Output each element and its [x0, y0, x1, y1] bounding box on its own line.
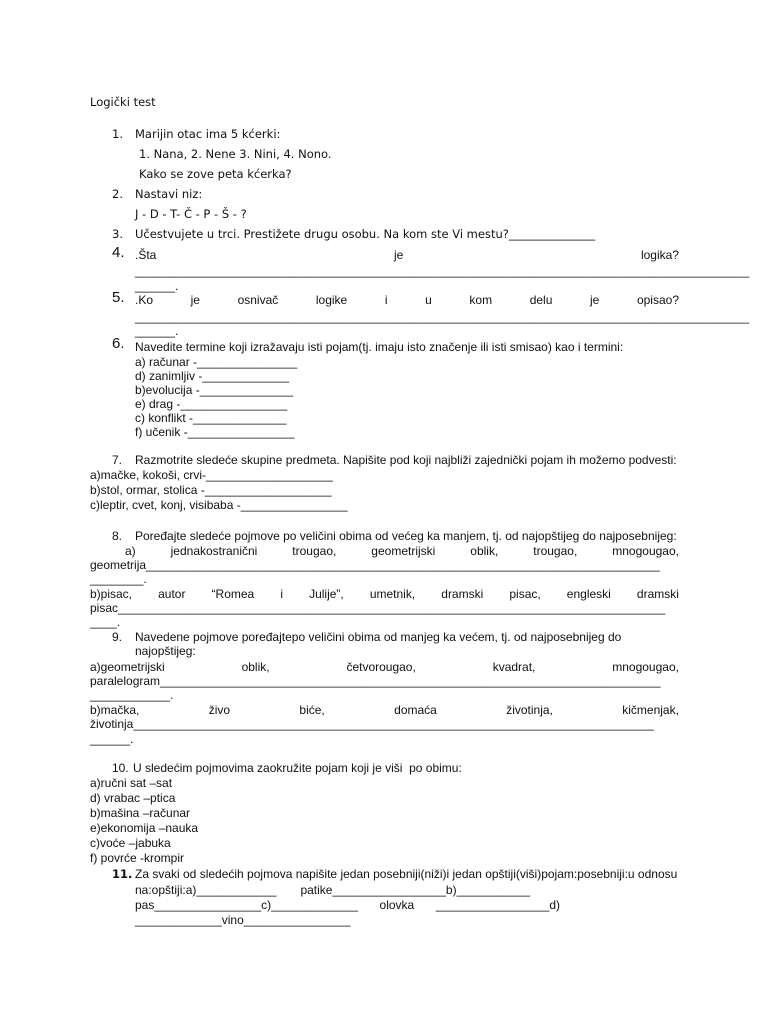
- question-4-number: 4.: [112, 244, 125, 261]
- question-11-line-3: [135, 898, 560, 913]
- word: logike: [315, 293, 348, 307]
- word: engleski: [566, 587, 611, 601]
- question-7-number: 7.: [112, 453, 123, 467]
- question-4-answer-line: ____________________________________________________________________________________________: [135, 264, 749, 278]
- list-item: c)voće –jabuka: [90, 836, 171, 850]
- question-8-b-answer-line: pisac__________________________________________________________________________________: [90, 601, 666, 615]
- question-9-text: [135, 630, 679, 645]
- question-4-text: [135, 248, 679, 263]
- word: kvadrat,: [492, 660, 536, 674]
- question-8-a-line: [125, 544, 679, 559]
- question-6-text: Navedite termine koji izražavaju isti pojam(tj. imaju isto značenje ili isti smisao) kao i termini:: [135, 340, 624, 354]
- word: delu: [529, 293, 553, 307]
- list-item: a)mačke, kokoši, crvi-___________________: [90, 468, 333, 482]
- word: _________________d): [435, 898, 560, 912]
- word: b)mačka,: [90, 703, 140, 717]
- word: geometrijski: [371, 544, 436, 558]
- word: logika?: [640, 248, 679, 262]
- list-item: c) konflikt -______________: [135, 411, 287, 425]
- list-item: f) povrće -krompir: [90, 851, 185, 865]
- question-2-text: Nastavi niz:: [135, 187, 203, 201]
- question-1-ask: Kako se zove peta kćerka?: [139, 167, 292, 181]
- question-8-number: 8.: [112, 529, 123, 543]
- question-9-a-answer-line: paralelogram___________________________________________________________________________: [90, 674, 661, 688]
- word: pisac,: [509, 587, 541, 601]
- list-item: d) zanimljiv -_____________: [135, 369, 290, 383]
- list-item: b)mašina –računar: [90, 806, 191, 820]
- list-item: b)evolucija -______________: [135, 383, 294, 397]
- word: a)geometrijski: [90, 660, 165, 674]
- word: umetnik,: [369, 587, 416, 601]
- question-7-text: Razmotrite sledeće skupine predmeta. Napišite pod koji najbliži zajednički pojam ih možemo podvesti:: [135, 453, 677, 467]
- list-item: f) učenik -________________: [135, 425, 295, 439]
- question-8-a-answer-line: geometrija_____________________________________________________________________________: [90, 558, 660, 572]
- word: dramski: [636, 587, 679, 601]
- question-9-number: 9.: [112, 630, 123, 644]
- word: kičmenjak,: [622, 703, 679, 717]
- question-11-line-2: [135, 883, 530, 898]
- question-9-text-end: najopštijeg:: [135, 644, 196, 658]
- word: živo: [208, 703, 231, 717]
- question-8-b-line: [90, 587, 679, 602]
- question-3-text: Učestvujete u trci. Prestižete drugu osobu. Na kom ste Vi mestu?_______________: [135, 227, 596, 241]
- word: je: [393, 248, 404, 262]
- list-item: e)ekonomija –nauka: [90, 821, 199, 835]
- word: domaća: [394, 703, 437, 717]
- word: kom: [469, 293, 493, 307]
- word: na:opštiji:a)____________: [135, 883, 277, 897]
- word: “Romea: [211, 587, 255, 601]
- word: olovka: [379, 898, 415, 912]
- word: opisao?: [636, 293, 679, 307]
- question-5-answer-line: ____________________________________________________________________________________________: [135, 310, 749, 324]
- word: četvorougao,: [346, 660, 416, 674]
- word: biće,: [299, 703, 325, 717]
- word: a): [125, 544, 136, 558]
- word: i: [384, 293, 388, 307]
- word: .Ko: [135, 293, 154, 307]
- word: je: [190, 293, 200, 307]
- word: mnogougao,: [612, 660, 679, 674]
- question-8-a-answer-end: ________.: [90, 572, 147, 586]
- word: životinja,: [506, 703, 553, 717]
- word: oblik,: [470, 544, 499, 558]
- word: i: [280, 587, 283, 601]
- word: oblik,: [241, 660, 270, 674]
- word: trougao,: [533, 544, 578, 558]
- question-2-sequence: J - D - T- Č - P - Š - ?: [135, 207, 247, 221]
- question-6-number: 6.: [112, 335, 125, 352]
- page-title: Logički test: [90, 95, 156, 109]
- question-8-text: Poređajte sledeće pojmove po veličini obima od većeg ka manjem, tj. od najopštijeg do najposebnijeg:: [135, 529, 677, 543]
- question-2-number: 2.: [112, 187, 123, 201]
- list-item: d) vrabac –ptica: [90, 791, 176, 805]
- word: trougao,: [292, 544, 337, 558]
- word: u: [425, 293, 432, 307]
- question-10-text: U sledećim pojmovima zaokružite pojam koji je viši po obimu:: [133, 761, 462, 775]
- question-9-a-line: [90, 660, 679, 675]
- question-1-number: 1.: [112, 127, 123, 141]
- question-1-options: 1. Nana, 2. Nene 3. Nini, 4. Nono.: [139, 147, 332, 161]
- question-8-b-answer-end: ____.: [90, 615, 121, 629]
- word: autor: [158, 587, 186, 601]
- list-item: a) računar -_______________: [135, 355, 298, 369]
- question-10-number: 10.: [112, 761, 129, 775]
- word: .Šta: [135, 248, 157, 262]
- question-5-answer-end: ______.: [135, 324, 179, 338]
- question-9-b-answer-line: životinja______________________________________________________________________________: [90, 717, 654, 731]
- word: mnogougao,: [612, 544, 679, 558]
- question-3-number: 3.: [112, 227, 123, 241]
- question-5-number: 5.: [112, 289, 125, 306]
- word: pas________________c)_____________: [135, 898, 358, 912]
- word: dramski: [441, 587, 484, 601]
- question-9-b-line: [90, 703, 679, 718]
- list-item: a)ručni sat –sat: [90, 776, 173, 790]
- word: jednakostranični: [170, 544, 258, 558]
- list-item: e) drag -________________: [135, 397, 288, 411]
- question-9-a-answer-end: ____________.: [90, 688, 174, 702]
- question-11-number: 11.: [112, 867, 133, 881]
- question-1-text: Marijin otac ima 5 kćerki:: [135, 127, 281, 141]
- list-item: c)leptir, cvet, konj, visibaba -________________: [90, 498, 348, 512]
- word: patike_________________b)___________: [300, 883, 530, 897]
- word: Julije”,: [309, 587, 344, 601]
- word: je: [590, 293, 600, 307]
- question-11-line-4: _____________vino________________: [135, 913, 351, 927]
- question-5-text: [135, 293, 679, 308]
- question-9-text-line: Navedene pojmove poređajtepo veličini obima od manjeg ka većem, tj. od najposebnijeg do: [135, 630, 622, 644]
- list-item: b)stol, ormar, stolica -___________________: [90, 483, 332, 497]
- question-9-b-answer-end: ______.: [90, 732, 134, 746]
- question-4-answer-end: ______.: [135, 279, 179, 293]
- question-11-text: Za svaki od sledećih pojmova napišite jedan posebniji(niži)i jedan opštiji(viši)pojam:posebniji:u odnosu: [135, 867, 678, 881]
- word: b)pisac,: [90, 587, 133, 601]
- word: osnivač: [237, 293, 279, 307]
